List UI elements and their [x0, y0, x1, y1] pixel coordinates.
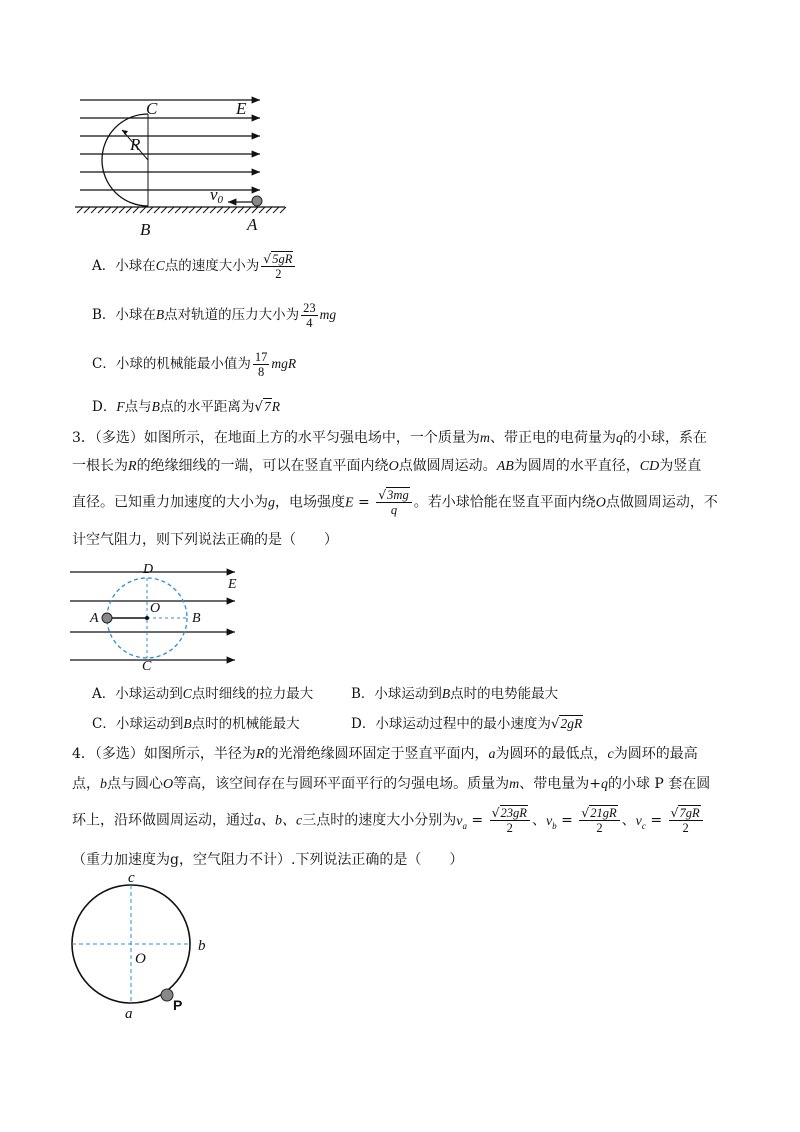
label-D: D — [143, 562, 154, 577]
q4-line-2: 点，b点与圆心O等高，该空间存在与圆环平面平行的匀强电场。质量为m、带电量为+q的小球 P 套在圆 — [72, 776, 711, 792]
q3-line-4: 计空气阻力，则下列说法正确的是（ ） — [72, 532, 338, 548]
fraction: $\frac{√3mg}{q}$ — [376, 488, 412, 517]
ball-A — [252, 196, 262, 206]
label-E: E — [236, 99, 247, 118]
fraction: $\frac{23}{4}$ — [303, 301, 316, 330]
label-O: O — [135, 951, 146, 967]
q2-option-c[interactable]: C．小球的机械能最小值为 $\frac{17}{8}$ mgR — [92, 350, 297, 379]
q2-option-a[interactable]: A．小球在C点的速度大小为 $\frac{√5gR}{2}$ — [92, 252, 297, 281]
label-A: A — [247, 215, 258, 234]
q3-option-a[interactable]: A．小球运动到C点时细线的拉力最大 — [92, 686, 314, 702]
label-b: b — [198, 938, 206, 954]
label-a: a — [125, 1006, 133, 1022]
q3-option-c[interactable]: C．小球运动到B点时的机械能最大 — [92, 716, 300, 732]
label-B: B — [192, 611, 201, 626]
q3-option-b[interactable]: B．小球运动到B点时的电势能最大 — [351, 686, 559, 702]
fraction: $\frac{√5gR}{2}$ — [261, 252, 295, 281]
label-P: P — [173, 997, 183, 1013]
label-v0: v0 — [210, 185, 224, 206]
label-B: B — [140, 220, 151, 239]
fraction-vc: $\frac{√7gR}{2}$ — [669, 806, 703, 835]
label-R: R — [130, 135, 141, 154]
label-A: A — [90, 611, 99, 626]
q4-line-1: 4．（多选）如图所示，半径为R的光滑绝缘圆环固定于竖直平面内，a为圆环的最低点，c为圆环的最高 — [72, 746, 698, 762]
fraction: $\frac{17}{8}$ — [254, 350, 268, 379]
fraction-vb: $\frac{√21gR}{2}$ — [579, 806, 619, 835]
label-C: C — [142, 659, 152, 674]
q4-line-4: （重力加速度为g，空气阻力不计）.下列说法正确的是（ ） — [72, 852, 464, 868]
figure-track-field — [60, 90, 300, 240]
ball-P — [161, 989, 173, 1001]
q3-line-2: 一根长为R的绝缘细线的一端，可以在竖直平面内绕O点做圆周运动。AB为圆周的水平直径，CD为竖直 — [72, 458, 702, 474]
q3-line-3: 直径。已知重力加速度的大小为g，电场强度E = $\frac{√3mg}{q}$ 。若小球恰能在竖直平面内绕O点做圆周运动，不 — [72, 487, 718, 517]
semicircle-track — [102, 114, 148, 206]
q3-line-1: 3．（多选）如图所示，在地面上方的水平匀强电场中，一个质量为m、带正电的电荷量为q的小球，系在 — [72, 430, 708, 446]
fraction-va: $\frac{√23gR}{2}$ — [490, 806, 530, 835]
ground-hatch — [77, 207, 286, 213]
field-lines — [80, 100, 260, 190]
figure-circle-field — [70, 558, 270, 678]
q3-option-d[interactable]: D．小球运动过程中的最小速度为√2gR — [351, 716, 583, 732]
figure-ring — [65, 868, 235, 1028]
ball — [102, 613, 112, 623]
label-c: c — [128, 870, 135, 886]
q4-line-3: 环上，沿环做圆周运动，通过a、b、c三点时的速度大小分别为$v_a$ = $\frac{√23gR}{2}$ 、$v_b$ = $\frac{√21gR}{2}$ 、$v_c$ = $\frac{√7gR}{2}$ — [72, 806, 705, 835]
q2-option-d[interactable]: D．F点与B点的水平距离为√7R — [92, 399, 280, 415]
q2-option-b[interactable]: B．小球在B点对轨道的压力大小为 $\frac{23}{4}$ mg — [92, 301, 337, 330]
label-C: C — [146, 99, 158, 118]
label-O: O — [150, 601, 161, 616]
label-E: E — [228, 577, 237, 592]
